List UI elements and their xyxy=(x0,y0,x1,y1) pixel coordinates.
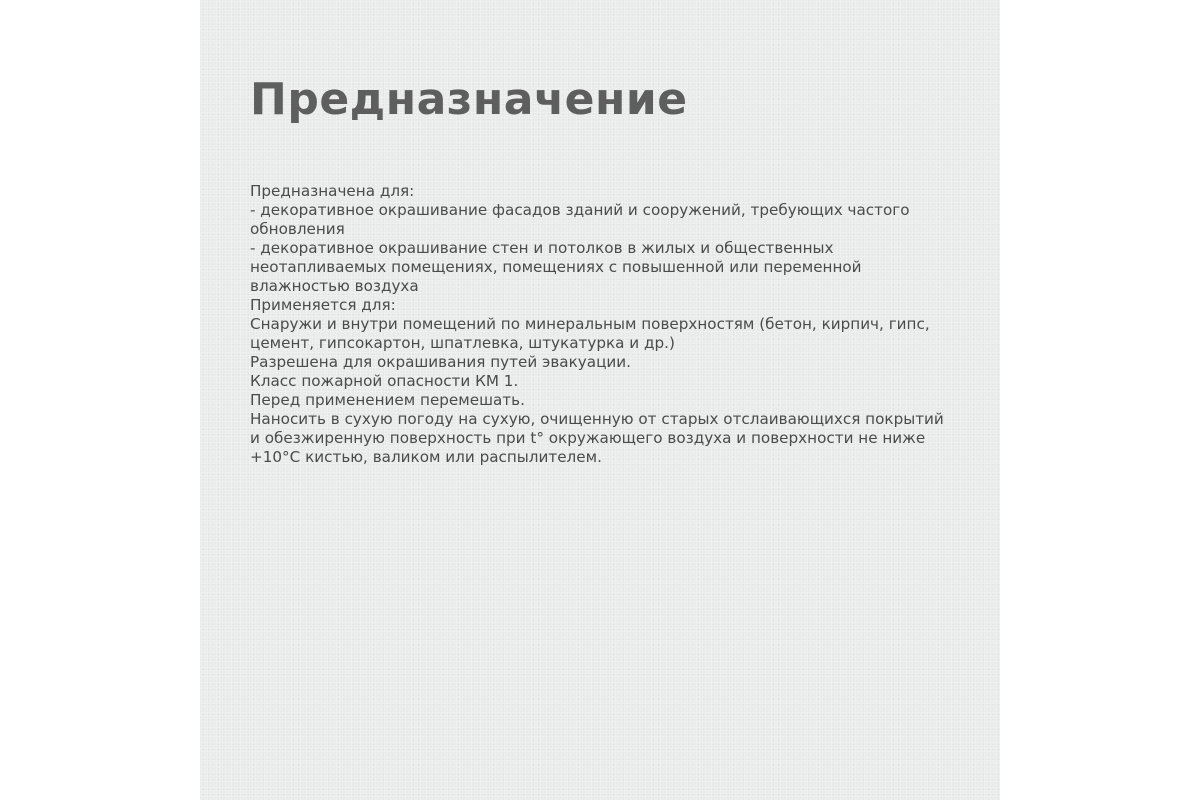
text-line: цемент, гипсокартон, шпатлевка, штукатурка и др.) xyxy=(250,334,675,352)
text-line: Наносить в сухую погоду на сухую, очищенную от старых отслаивающихся покрытий xyxy=(250,410,944,428)
page-title: Предназначение xyxy=(250,74,688,125)
text-line: обновления xyxy=(250,220,345,238)
content-panel xyxy=(200,0,1000,800)
text-line: Разрешена для окрашивания путей эвакуации. xyxy=(250,353,631,371)
text-line: Предназначена для: xyxy=(250,182,415,200)
text-line: - декоративное окрашивание фасадов зданий и сооружений, требующих частого xyxy=(250,201,910,219)
text-line: неотапливаемых помещениях, помещениях с повышенной или переменной xyxy=(250,258,862,276)
description-text xyxy=(250,182,985,467)
text-line: влажностью воздуха xyxy=(250,277,419,295)
text-line: Снаружи и внутри помещений по минеральным поверхностям (бетон, кирпич, гипс, xyxy=(250,315,930,333)
text-line: Перед применением перемешать. xyxy=(250,391,525,409)
text-line: Применяется для: xyxy=(250,296,396,314)
text-line: - декоративное окрашивание стен и потолков в жилых и общественных xyxy=(250,239,834,257)
text-line: и обезжиренную поверхность при t° окружающего воздуха и поверхности не ниже xyxy=(250,429,926,447)
text-line: Класс пожарной опасности КМ 1. xyxy=(250,372,519,390)
text-line: +10°C кистью, валиком или распылителем. xyxy=(250,448,602,466)
